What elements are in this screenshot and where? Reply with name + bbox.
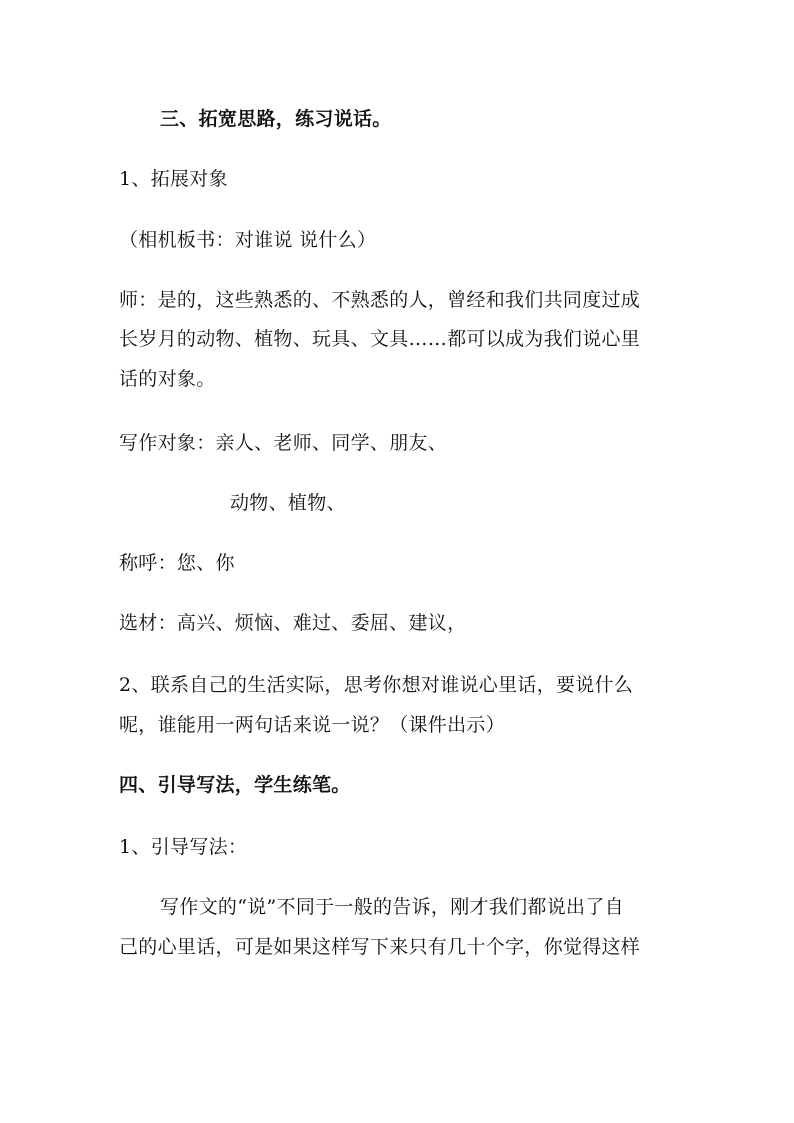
teacher-paragraph-line-2: 长岁月的动物、植物、玩具、文具……都可以成为我们说心里 — [119, 328, 641, 350]
section-heading-3: 三、拓宽思路，练习说话。 — [160, 108, 392, 130]
writing-targets-line-1: 写作对象：亲人、老师、同学、朋友、 — [119, 432, 448, 454]
section-heading-4: 四、引导写法，学生练笔。 — [119, 774, 351, 796]
board-note: （相机板书：对谁说 说什么） — [119, 229, 377, 251]
material-choice: 选材：高兴、烦恼、难过、委屈、建议， — [119, 612, 467, 634]
teacher-paragraph-line-1: 师：是的，这些熟悉的、不熟悉的人，曾经和我们共同度过成 — [119, 289, 641, 311]
teacher-paragraph-line-3: 话的对象。 — [119, 368, 216, 390]
guide-paragraph-line-1: 写作文的“说”不同于一般的告诉，刚才我们都说出了自 — [160, 896, 624, 918]
address-forms: 称呼：您、你 — [119, 552, 235, 574]
list-item-connect-life-line-2: 呢，谁能用一两句话来说一说？（课件出示） — [119, 714, 506, 736]
list-item-connect-life-line-1: 2、联系自己的生活实际，思考你想对谁说心里话，要说什么 — [119, 674, 634, 696]
guide-paragraph-line-2: 己的心里话，可是如果这样写下来只有几十个字，你觉得这样 — [119, 936, 641, 958]
writing-targets-line-2: 动物、植物、 — [230, 492, 346, 514]
list-item-guide-writing: 1、引导写法： — [119, 836, 248, 858]
list-item-expand-target: 1、拓展对象 — [119, 168, 228, 190]
